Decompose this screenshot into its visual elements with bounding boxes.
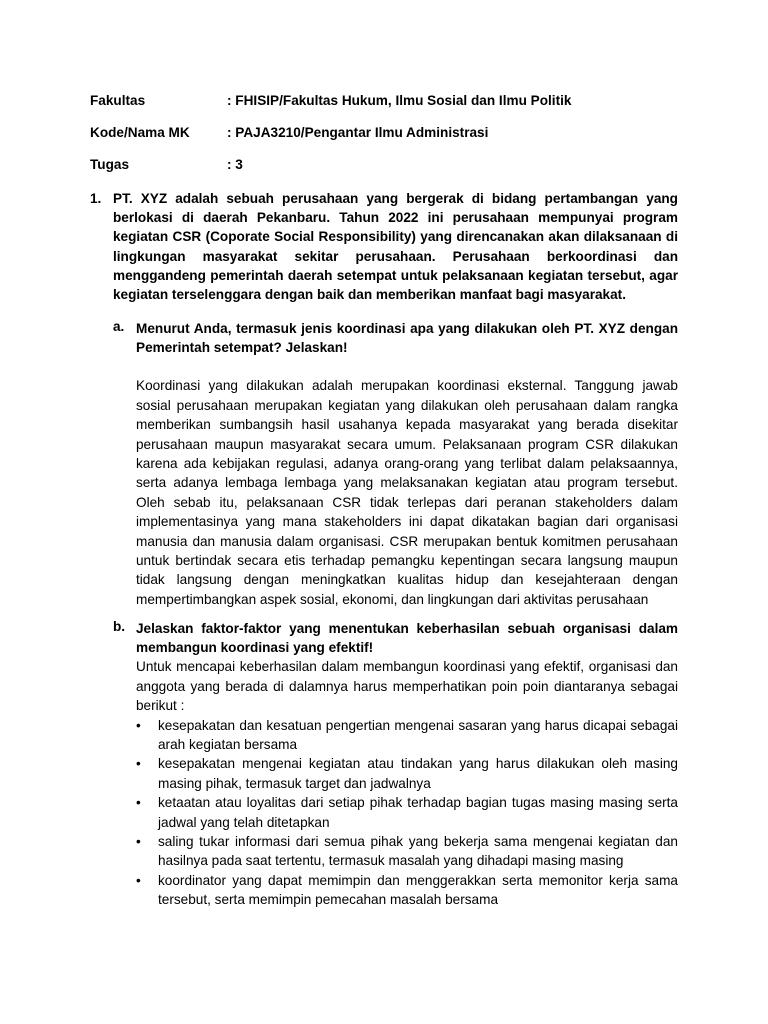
list-item: [136, 716, 678, 755]
bullet-icon: •: [136, 834, 141, 850]
part-a: [113, 319, 678, 609]
bullet-icon: •: [136, 756, 141, 772]
part-b-bullet-list: [136, 716, 678, 910]
list-item: [136, 754, 678, 793]
tugas-value: : 3: [227, 157, 243, 172]
fakultas-label: Fakultas: [90, 93, 146, 108]
list-item: [136, 871, 678, 910]
list-item-text: koordinator yang dapat memimpin dan menggerakkan serta memonitor kerja sama tersebut, serta memimpin pemecahan masalah bersama: [158, 872, 678, 908]
tugas-label: Tugas: [90, 157, 130, 172]
part-b-question: Jelaskan faktor-faktor yang menentukan keberhasilan sebuah organisasi dalam membangun koordinasi yang efektif!: [136, 621, 678, 656]
part-a-answer: Koordinasi yang dilakukan adalah merupakan koordinasi eksternal. Tanggung jawab sosial perusahaan merupakan kegiatan yang dilakukan oleh perusahaan dalam rangka memberikan sumbangsih hasil usahanya kepada masyarakat yang berada disekitar perusahaan maupun masyarakat secara umum. Pelaksanaan program CSR dilakukan karena ada kebijakan regulasi, adanya orang-orang yang terlibat dalam pelaksaannya, serta adanya lembaga lembaga yang melaksanakan kegiatan atau program tersebut. Oleh sebab itu, pelaksanaan CSR tidak terlepas dari peranan stakeholders dalam implementasinya yang mana stakeholders ini dapat dikatakan bagian dari organisasi manusia dan manusia dalam organisasi. CSR merupakan bentuk komitmen perusahaan untuk bertindak secara etis terhadap pemangku kepentingan secara langsung maupun tidak langsung dengan meningkatkan kualitas hidup dan kesejahteraan dengan mempertimbangkan aspek sosial, ekonomi, dan lingkungan dari aktivitas perusahaan: [136, 378, 678, 607]
fakultas-value: : FHISIP/Fakultas Hukum, Ilmu Sosial dan Ilmu Politik: [227, 93, 572, 108]
list-item-text: kesepakatan mengenai kegiatan atau tindakan yang harus dilakukan oleh masing masing pihak, termasuk target dan jadwalnya: [158, 756, 678, 791]
question-1-text: PT. XYZ adalah sebuah perusahaan yang bergerak di bidang pertambangan yang berlokasi di daerah Pekanbaru. Tahun 2022 ini perusahaan mempunyai program kegiatan CSR (Coporate Social Responsibility) yang direncanakan akan dilaksanaan di lingkungan masyarakat sekitar perusahaan. Perusahaan berkoordinasi dan menggandeng pemerintah daerah setempat untuk pelaksanaan kegiatan tersebut, agar kegiatan terselenggara dengan baik dan memberikan manfaat bagi masyarakat.: [113, 191, 678, 303]
bullet-icon: •: [136, 717, 141, 733]
question-1: [90, 189, 678, 304]
list-item: [136, 832, 678, 871]
list-item-text: kesepakatan dan kesatuan pengertian mengenai sasaran yang harus dicapai sebagai arah kegiatan bersama: [158, 717, 678, 753]
bullet-icon: •: [136, 795, 141, 811]
part-a-question: Menurut Anda, termasuk jenis koordinasi apa yang dilakukan oleh PT. XYZ dengan Pemerintah setempat? Jelaskan!: [136, 321, 678, 356]
list-item-text: saling tukar informasi dari semua pihak yang bekerja sama mengenai kegiatan dan hasilnya pada saat tertentu, termasuk masalah yang dihadapi masing masing: [158, 834, 678, 869]
part-b: [113, 619, 678, 910]
list-item: [136, 793, 678, 832]
kode-label: Kode/Nama MK: [90, 125, 190, 140]
part-b-intro: Untuk mencapai keberhasilan dalam membangun koordinasi yang efektif, organisasi dan anggota yang berada di dalamnya harus memperhatikan poin poin diantaranya sebagai berikut :: [136, 659, 678, 714]
part-a-letter: a.: [113, 319, 125, 334]
list-item-text: ketaatan atau loyalitas dari setiap pihak terhadap bagian tugas masing masing serta jadwal yang telah ditetapkan: [158, 795, 678, 830]
part-b-letter: b.: [113, 619, 126, 634]
kode-value: : PAJA3210/Pengantar Ilmu Administrasi: [227, 125, 489, 140]
bullet-icon: •: [136, 872, 141, 888]
question-1-number: 1.: [90, 191, 102, 206]
